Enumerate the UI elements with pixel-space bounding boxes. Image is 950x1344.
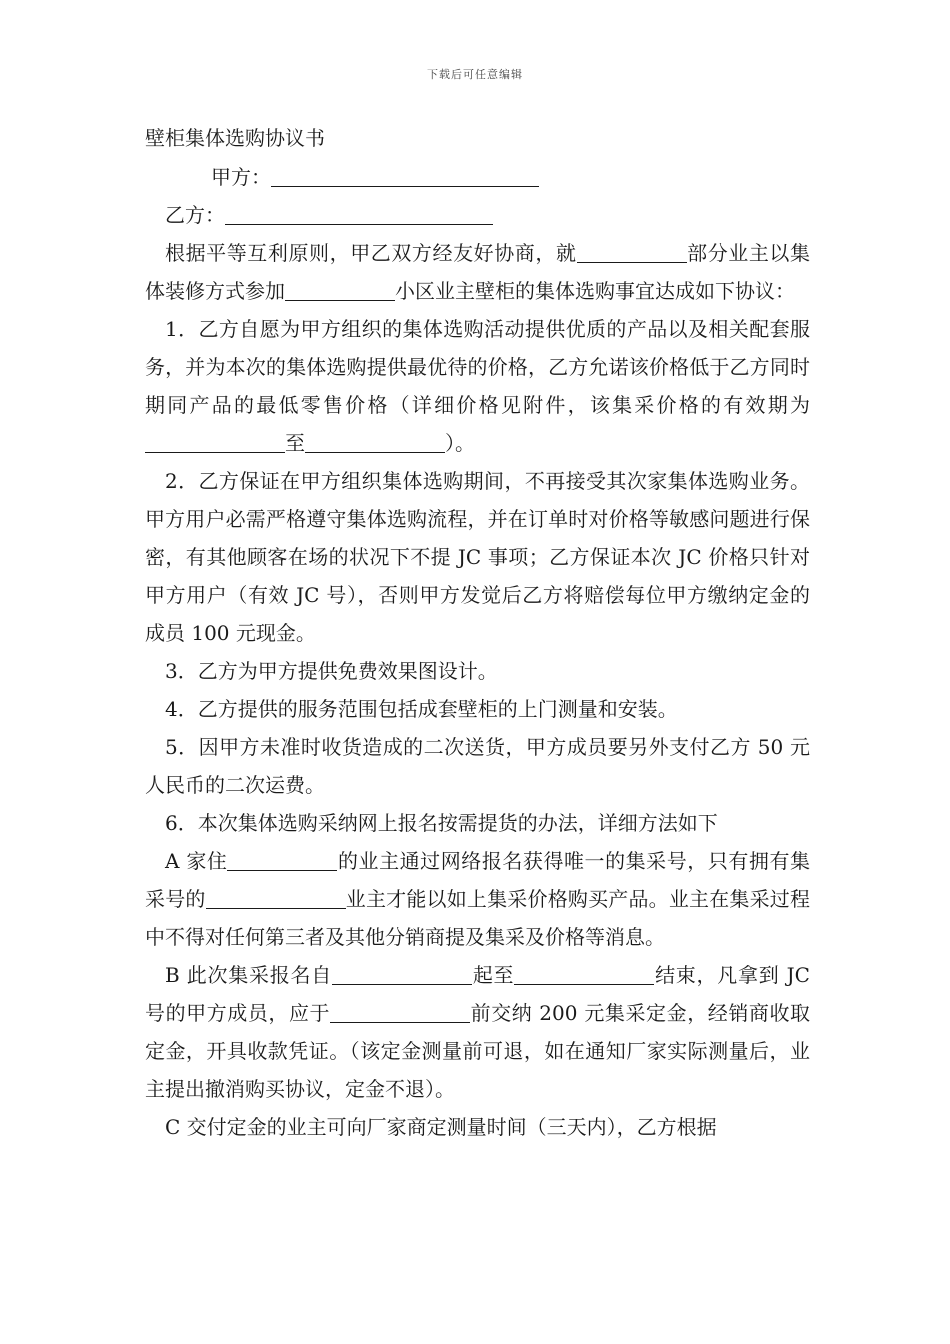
clause-5: 5．因甲方未准时收货造成的二次送货，甲方成员要另外支付乙方 50 元人民币的二次运费。 xyxy=(145,735,810,797)
item-b-text-1: B 此次集采报名自 xyxy=(165,963,333,987)
party-b-label: 乙方： xyxy=(165,203,225,227)
party-a-label: 甲方： xyxy=(211,165,271,189)
item-a xyxy=(145,842,810,956)
clause-1-text-3: ）。 xyxy=(445,431,475,455)
signup-start-blank[interactable] xyxy=(332,964,472,985)
validity-start-blank[interactable] xyxy=(145,432,285,453)
intro-text-3: 小区业主壁柜的集体选购事宜达成如下协议： xyxy=(395,279,795,303)
validity-end-blank[interactable] xyxy=(305,432,445,453)
item-c: C 交付定金的业主可向厂家商定测量时间（三天内），乙方根据 xyxy=(165,1115,717,1139)
item-b xyxy=(145,956,810,1108)
clause-1 xyxy=(145,310,810,462)
item-b-text-3: 结束，凡拿到 JC 号的甲方成员，应于 xyxy=(145,963,810,1025)
item-a-text-3: 业主才能以如上集采价格购买产品。业主在集采过程中不得对任何第三者及其他分销商提及集采及价格等消息。 xyxy=(145,887,811,949)
intro-text-1: 根据平等互利原则，甲乙双方经友好协商，就 xyxy=(165,241,577,265)
document-title: 壁柜集体选购协议书 xyxy=(145,126,325,150)
clause-4: 4．乙方提供的服务范围包括成套壁柜的上门测量和安装。 xyxy=(165,697,678,721)
party-a-line xyxy=(145,158,810,196)
intro-blank-community[interactable] xyxy=(285,280,395,301)
intro-blank-owners[interactable] xyxy=(577,242,687,263)
party-b-line xyxy=(145,196,810,234)
item-a-residence-blank[interactable] xyxy=(227,850,337,871)
clause-2: 2．乙方保证在甲方组织集体选购期间，不再接受其次家集体选购业务。甲方用户必需严格遵守集体选购流程，并在订单时对价格等敏感问题进行保密，有其他顾客在场的状况下不提 JC 事项；乙方保证本次 JC 价格只针对甲方用户（有效 JC 号），否则甲方发觉后乙方将赔偿每位甲方缴纳定金的成员 100 元现金。 xyxy=(145,469,810,645)
item-a-text-2: 的业主通过网络报名获得唯一的集采号，只有拥有集采号的 xyxy=(145,849,811,911)
clause-1-text-1: 1．乙方自愿为甲方组织的集体选购活动提供优质的产品以及相关配套服务，并为本次的集体选购提供最优待的价格，乙方允诺该价格低于乙方同时期同产品的最低零售价格（详细价格见附件，该集采价格的有效期为 xyxy=(145,317,810,417)
signup-end-blank[interactable] xyxy=(514,964,654,985)
item-b-text-2: 起至 xyxy=(472,963,515,987)
agreement-document xyxy=(145,118,810,1146)
header-note: 下载后可任意编辑 xyxy=(427,68,523,81)
item-a-owner-blank[interactable] xyxy=(206,888,346,909)
item-b-text-4: 前交纳 200 元集采定金，经销商收取定金，开具收款凭证。（该定金测量前可退，如在通知厂家实际测量后，业主提出撤消购买协议，定金不退）。 xyxy=(145,1001,811,1101)
party-a-blank[interactable] xyxy=(271,166,539,187)
clause-3: 3．乙方为甲方提供免费效果图设计。 xyxy=(165,659,498,683)
party-b-blank[interactable] xyxy=(225,204,493,225)
clause-6: 6．本次集体选购采纳网上报名按需提货的办法，详细方法如下 xyxy=(165,811,718,835)
deposit-deadline-blank[interactable] xyxy=(330,1002,470,1023)
intro-text-2: 部分业主以集体装修方式参加 xyxy=(145,241,811,303)
item-a-text-1: A 家住 xyxy=(165,849,228,873)
intro-paragraph xyxy=(145,234,810,310)
clause-1-text-2: 至 xyxy=(285,431,305,455)
